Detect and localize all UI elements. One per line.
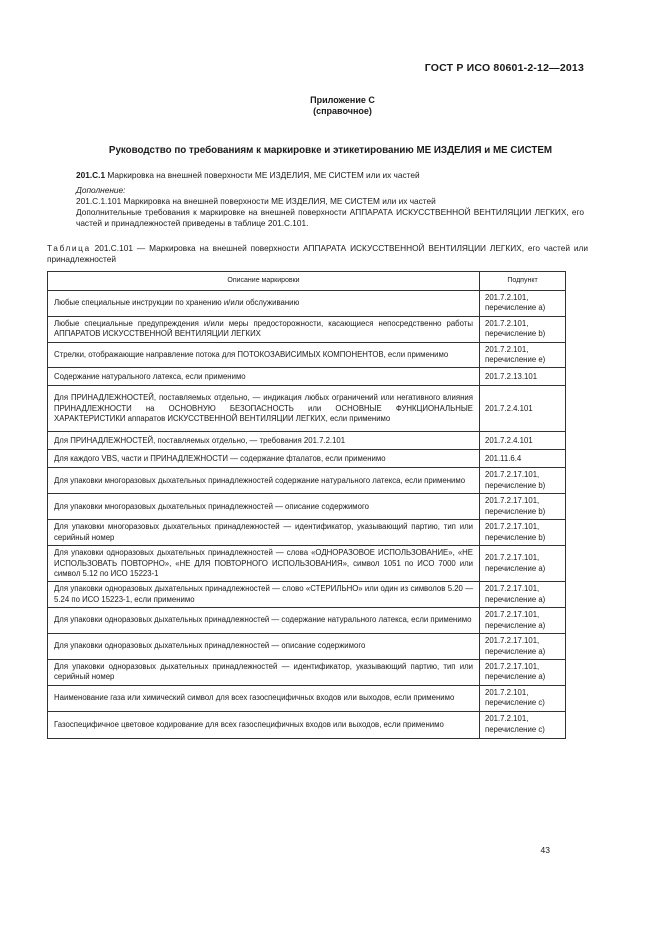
table-row [48, 582, 566, 608]
section-number: 201.С.1 [76, 170, 106, 180]
table-row [48, 291, 566, 317]
section-heading [76, 170, 420, 180]
row-description: Любые специальные предупреждения и/или меры предосторожности, касающиеся непосредственно работы АППАРАТОВ ИСКУССТВЕННОЙ ВЕНТИЛЯЦИИ ЛЕГКИХ [48, 316, 480, 342]
table-row [48, 711, 566, 738]
row-description: Для упаковки одноразовых дыхательных принадлежностей — содержание натурального латекса, если применимо [48, 608, 480, 634]
addition-line: 201.С.1.101 Маркировка на внешней поверхности МЕ ИЗДЕЛИЯ, МЕ СИСТЕМ или их частей [76, 196, 436, 206]
row-subclause: 201.7.2.101, перечисление а) [480, 291, 566, 317]
table-caption-prefix: Таблица [47, 243, 91, 253]
row-description: Стрелки, отображающие направление потока для ПОТОКОЗАВИСИМЫХ КОМПОНЕНТОВ, если применимо [48, 342, 480, 368]
table-row [48, 450, 566, 468]
annex-title: Приложение С [310, 95, 375, 105]
table-row [48, 608, 566, 634]
row-subclause: 201.7.2.101, перечисление е) [480, 342, 566, 368]
row-subclause: 201.7.2.4.101 [480, 386, 566, 432]
row-subclause: 201.11.6.4 [480, 450, 566, 468]
table-row [48, 520, 566, 546]
row-subclause: 201.7.2.17.101, перечисление а) [480, 582, 566, 608]
page-number: 43 [540, 845, 550, 855]
row-description: Для упаковки одноразовых дыхательных принадлежностей — слова «ОДНОРАЗОВОЕ ИСПОЛЬЗОВАНИЕ», «НЕ ИСПОЛЬЗОВАТЬ ПОВТОРНО», «НЕ ДЛЯ ПОВТОРНОГО ИСПОЛЬЗОВАНИЯ», символ 1051 по ИСО 7000 или символ 5.12 по ИСО 15223-1 [48, 546, 480, 582]
table-row [48, 659, 566, 685]
table-row [48, 634, 566, 660]
row-description: Любые специальные инструкции по хранению и/или обслуживанию [48, 291, 480, 317]
row-subclause: 201.7.2.17.101, перечисление b) [480, 468, 566, 494]
addition-paragraph: Дополнительные требования к маркировке на внешней поверхности АППАРАТА ИСКУССТВЕННОЙ ВЕНТИЛЯЦИИ ЛЕГКИХ, его частей и принадлежностей приведены в таблице 201.С.101. [76, 207, 584, 229]
row-subclause: 201.7.2.101, перечисление с) [480, 685, 566, 711]
table-row [48, 368, 566, 386]
marking-table [47, 271, 566, 739]
table-row [48, 432, 566, 450]
table-row [48, 316, 566, 342]
row-description: Для ПРИНАДЛЕЖНОСТЕЙ, поставляемых отдельно, — требования 201.7.2.101 [48, 432, 480, 450]
row-subclause: 201.7.2.17.101, перечисление а) [480, 659, 566, 685]
table-row [48, 494, 566, 520]
row-description: Газоспецифичное цветовое кодирование для всех газоспецифичных входов или выходов, если применимо [48, 711, 480, 738]
section-title: Маркировка на внешней поверхности МЕ ИЗДЕЛИЯ, МЕ СИСТЕМ или их частей [107, 170, 420, 180]
row-description: Для упаковки одноразовых дыхательных принадлежностей — описание содержимого [48, 634, 480, 660]
row-subclause: 201.7.2.17.101, перечисление а) [480, 608, 566, 634]
row-description: Для каждого VBS, части и ПРИНАДЛЕЖНОСТИ — содержание фталатов, если применимо [48, 450, 480, 468]
table-row [48, 386, 566, 432]
row-description: Для упаковки одноразовых дыхательных принадлежностей — идентификатор, указывающий партию, тип или серийный номер [48, 659, 480, 685]
row-description: Наименование газа или химический символ для всех газоспецифичных входов или выходов, если применимо [48, 685, 480, 711]
table-row [48, 546, 566, 582]
addition-label: Дополнение: [76, 185, 126, 195]
standard-designation: ГОСТ Р ИСО 80601-2-12—2013 [424, 62, 584, 74]
table-row [48, 342, 566, 368]
table-caption [47, 243, 588, 266]
row-description: Содержание натурального латекса, если применимо [48, 368, 480, 386]
row-subclause: 201.7.2.101, перечисление с) [480, 711, 566, 738]
table-row [48, 685, 566, 711]
row-subclause: 201.7.2.17.101, перечисление b) [480, 520, 566, 546]
table-header-row [48, 272, 566, 291]
table-caption-text: 201.С.101 — Маркировка на внешней поверхности АППАРАТА ИСКУССТВЕННОЙ ВЕНТИЛЯЦИИ ЛЕГКИХ, его частей или принадлежностей [47, 243, 588, 265]
row-subclause: 201.7.2.13.101 [480, 368, 566, 386]
row-description: Для упаковки многоразовых дыхательных принадлежностей — идентификатор, указывающий партию, тип или серийный номер [48, 520, 480, 546]
header-subclause: Подпункт [480, 272, 566, 291]
row-subclause: 201.7.2.17.101, перечисление b) [480, 494, 566, 520]
row-subclause: 201.7.2.17.101, перечисление а) [480, 546, 566, 582]
main-title: Руководство по требованиям к маркировке и этикетированию МЕ ИЗДЕЛИЯ и МЕ СИСТЕМ [108, 145, 553, 156]
row-description: Для упаковки многоразовых дыхательных принадлежностей содержание натурального латекса, если применимо [48, 468, 480, 494]
header-description: Описание маркировки [48, 272, 480, 291]
row-subclause: 201.7.2.4.101 [480, 432, 566, 450]
row-subclause: 201.7.2.17.101, перечисление а) [480, 634, 566, 660]
row-description: Для упаковки одноразовых дыхательных принадлежностей — слово «СТЕРИЛЬНО» или один из символов 5.20 — 5.24 по ИСО 15223-1, если применимо [48, 582, 480, 608]
row-description: Для упаковки многоразовых дыхательных принадлежностей — описание содержимого [48, 494, 480, 520]
row-subclause: 201.7.2.101, перечисление b) [480, 316, 566, 342]
row-description: Для ПРИНАДЛЕЖНОСТЕЙ, поставляемых отдельно, — индикация любых ограничений или негативного влияния ПРИНАДЛЕЖНОСТИ на ОСНОВНУЮ БЕЗОПАСНОСТЬ или ОСНОВНЫЕ ФУНКЦИОНАЛЬНЫЕ ХАРАКТЕРИСТИКИ аппаратов ИСКУССТВЕННОЙ ВЕНТИЛЯЦИИ ЛЕГКИХ, если применимо [48, 386, 480, 432]
annex-subtitle: (справочное) [313, 106, 372, 116]
table-row [48, 468, 566, 494]
